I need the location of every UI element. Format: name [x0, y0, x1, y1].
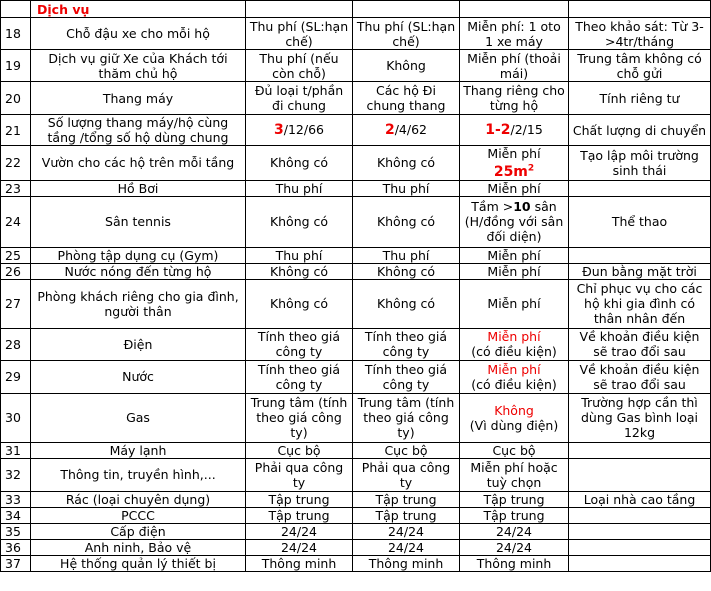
note-value: Tính riêng tư [569, 82, 711, 115]
option-b-value: Tính theo giá công ty [353, 360, 460, 393]
row-number: 29 [1, 360, 31, 393]
option-a-value [246, 115, 353, 146]
option-a-value: Tính theo giá công ty [246, 360, 353, 393]
service-name: Rác (loại chuyên dụng) [31, 491, 246, 507]
option-b-value: 24/24 [353, 523, 460, 539]
option-b-value: Thu phí [353, 180, 460, 196]
table-row [1, 146, 711, 181]
service-name: Dịch vụ giữ Xe của Khách tới thăm chủ hộ [31, 50, 246, 82]
section-header-row [1, 1, 711, 18]
service-name: Máy lạnh [31, 442, 246, 458]
option-a-value: Đủ loại t/phần đi chung [246, 82, 353, 115]
service-name: Điện [31, 328, 246, 360]
row-number: 35 [1, 523, 31, 539]
row-number: 26 [1, 263, 31, 279]
option-b-value: Thông minh [353, 555, 460, 571]
elevator-count-rest: /2/15 [510, 122, 543, 137]
table-row [1, 507, 711, 523]
option-b-value: Không có [353, 279, 460, 328]
note-value: Tạo lập môi trường sinh thái [569, 146, 711, 181]
elevator-count-highlight: 2 [384, 122, 395, 138]
option-a-value: 24/24 [246, 523, 353, 539]
section-title: Dịch vụ [31, 1, 246, 18]
service-name: Phòng khách riêng cho gia đình, người thân [31, 279, 246, 328]
note-value: Chỉ phục vụ cho các hộ khi gia đình có thân nhân đến [569, 279, 711, 328]
option-c-value: Miễn phí [460, 263, 569, 279]
option-a-value: Thông minh [246, 555, 353, 571]
service-name: Cấp điện [31, 523, 246, 539]
option-b-value [353, 115, 460, 146]
garden-free-label: Miễn phí [487, 146, 541, 161]
option-a-value: Trung tâm (tính theo giá công ty) [246, 393, 353, 442]
option-c-value: Miễn phí: 1 oto 1 xe máy [460, 18, 569, 50]
table-row [1, 263, 711, 279]
table-row [1, 523, 711, 539]
empty-cell [353, 1, 460, 18]
option-c-value: Tầm >10 sân (H/đồng với sân đối diện) [460, 196, 569, 247]
option-a-value: Tính theo giá công ty [246, 328, 353, 360]
row-number: 31 [1, 442, 31, 458]
service-name: PCCC [31, 507, 246, 523]
note-value: Theo khảo sát: Từ 3->4tr/tháng [569, 18, 711, 50]
empty-cell [460, 1, 569, 18]
free-label: Miễn phí [487, 361, 541, 377]
row-number: 20 [1, 82, 31, 115]
option-c-value [460, 146, 569, 181]
table-row [1, 360, 711, 393]
service-name: Hệ thống quản lý thiết bị [31, 555, 246, 571]
option-a-value: 24/24 [246, 539, 353, 555]
service-name: Số lượng thang máy/hộ cùng tầng /tổng số hộ dùng chung [31, 115, 246, 146]
service-name: Nước [31, 360, 246, 393]
option-a-value: Thu phí (SL:hạn chế) [246, 18, 353, 50]
option-b-value: Các hộ Đi chung thang [353, 82, 460, 115]
option-a-value: Không có [246, 279, 353, 328]
note-value: Loại nhà cao tầng [569, 491, 711, 507]
option-a-value: Cục bộ [246, 442, 353, 458]
option-b-value: Tính theo giá công ty [353, 328, 460, 360]
option-b-value: 24/24 [353, 539, 460, 555]
option-a-value: Không có [246, 263, 353, 279]
row-number: 19 [1, 50, 31, 82]
option-c-value: Thông minh [460, 555, 569, 571]
option-c-value: Miễn phí (thoải mái) [460, 50, 569, 82]
option-c-value [460, 115, 569, 146]
empty-cell [569, 1, 711, 18]
table-row [1, 328, 711, 360]
option-c-value [460, 360, 569, 393]
empty-cell [246, 1, 353, 18]
table-row [1, 18, 711, 50]
row-number: 36 [1, 539, 31, 555]
note-value [569, 523, 711, 539]
row-number: 21 [1, 115, 31, 146]
option-b-value: Thu phí (SL:hạn chế) [353, 18, 460, 50]
elevator-count-rest: /4/62 [394, 122, 428, 137]
option-b-value: Phải qua công ty [353, 458, 460, 491]
row-number: 24 [1, 196, 31, 247]
option-c-value: Tập trung [460, 491, 569, 507]
option-a-value: Thu phí [246, 247, 353, 263]
row-number: 25 [1, 247, 31, 263]
option-b-value: Cục bộ [353, 442, 460, 458]
note-value [569, 555, 711, 571]
note-value: Trường hợp cần thì dùng Gas bình loại 12kg [569, 393, 711, 442]
condition-label: (có điều kiện) [471, 376, 557, 392]
garden-area: $25m^2$ [493, 163, 535, 180]
row-number: 18 [1, 18, 31, 50]
none-label: Không [494, 402, 534, 418]
option-b-value: Tập trung [353, 507, 460, 523]
option-c-value: Miễn phí hoặc tuỳ chọn [460, 458, 569, 491]
option-c-value: Miễn phí [460, 247, 569, 263]
table-row [1, 196, 711, 247]
option-a-value: Tập trung [246, 507, 353, 523]
note-value [569, 442, 711, 458]
note-value [569, 507, 711, 523]
option-a-value: Tập trung [246, 491, 353, 507]
row-number: 28 [1, 328, 31, 360]
option-b-value: Không có [353, 146, 460, 181]
service-name: Sân tennis [31, 196, 246, 247]
service-name: Nước nóng đến từng hộ [31, 263, 246, 279]
option-b-value: Không có [353, 196, 460, 247]
elevator-count-highlight: 1-2 [485, 122, 511, 138]
row-number: 27 [1, 279, 31, 328]
row-number: 34 [1, 507, 31, 523]
option-a-value: Phải qua công ty [246, 458, 353, 491]
table-row [1, 50, 711, 82]
option-a-value: Thu phí (nếu còn chỗ) [246, 50, 353, 82]
row-number: 37 [1, 555, 31, 571]
option-b-value: Thu phí [353, 247, 460, 263]
elevator-count-highlight: 3 [274, 122, 284, 138]
option-b-value: Tập trung [353, 491, 460, 507]
tennis-court-count: 10 [513, 199, 531, 215]
option-c-value: Thang riêng cho từng hộ [460, 82, 569, 115]
table-row [1, 555, 711, 571]
option-b-value: Trung tâm (tính theo giá công ty) [353, 393, 460, 442]
row-number: 32 [1, 458, 31, 491]
note-value [569, 539, 711, 555]
free-label: Miễn phí [487, 329, 541, 345]
note-value: Thể thao [569, 196, 711, 247]
option-a-value: Thu phí [246, 180, 353, 196]
service-name: Chỗ đậu xe cho mỗi hộ [31, 18, 246, 50]
option-c-value: Tập trung [460, 507, 569, 523]
note-value: Trung tâm không có chỗ gửi [569, 50, 711, 82]
option-c-value: 24/24 [460, 539, 569, 555]
table-row [1, 491, 711, 507]
row-number: 22 [1, 146, 31, 181]
table-row [1, 458, 711, 491]
table-row [1, 442, 711, 458]
option-b-value: Không có [353, 263, 460, 279]
row-number: 33 [1, 491, 31, 507]
service-name: Gas [31, 393, 246, 442]
service-name: Anh ninh, Bảo vệ [31, 539, 246, 555]
note-value [569, 180, 711, 196]
row-number: 30 [1, 393, 31, 442]
row-number: 23 [1, 180, 31, 196]
option-c-value [460, 393, 569, 442]
note-value [569, 458, 711, 491]
option-a-value: Không có [246, 146, 353, 181]
condition-label: (có điều kiện) [471, 344, 557, 360]
service-name: Hồ Bơi [31, 180, 246, 196]
option-c-value: Miễn phí [460, 180, 569, 196]
table-row [1, 279, 711, 328]
option-a-value: Không có [246, 196, 353, 247]
table-row [1, 82, 711, 115]
service-name: Thông tin, truyền hình,... [31, 458, 246, 491]
note-value: Chất lượng di chuyển [569, 115, 711, 146]
service-name: Thang máy [31, 82, 246, 115]
note-value: Đun bằng mặt trời [569, 263, 711, 279]
section-header-num-cell [1, 1, 31, 18]
table-row [1, 247, 711, 263]
table-row [1, 539, 711, 555]
elevator-count-rest: /12/66 [283, 122, 324, 137]
option-c-value: Cục bộ [460, 442, 569, 458]
option-c-value: Miễn phí [460, 279, 569, 328]
option-c-value: 24/24 [460, 523, 569, 539]
option-c-value [460, 328, 569, 360]
table-row [1, 115, 711, 146]
table-row [1, 180, 711, 196]
note-value: Về khoản điều kiện sẽ trao đổi sau [569, 360, 711, 393]
reason-label: (Vì dùng điện) [469, 417, 559, 433]
service-name: Phòng tập dụng cụ (Gym) [31, 247, 246, 263]
service-name: Vườn cho các hộ trên mỗi tầng [31, 146, 246, 181]
note-value [569, 247, 711, 263]
table-row [1, 393, 711, 442]
note-value: Về khoản điều kiện sẽ trao đổi sau [569, 328, 711, 360]
option-b-value: Không [353, 50, 460, 82]
